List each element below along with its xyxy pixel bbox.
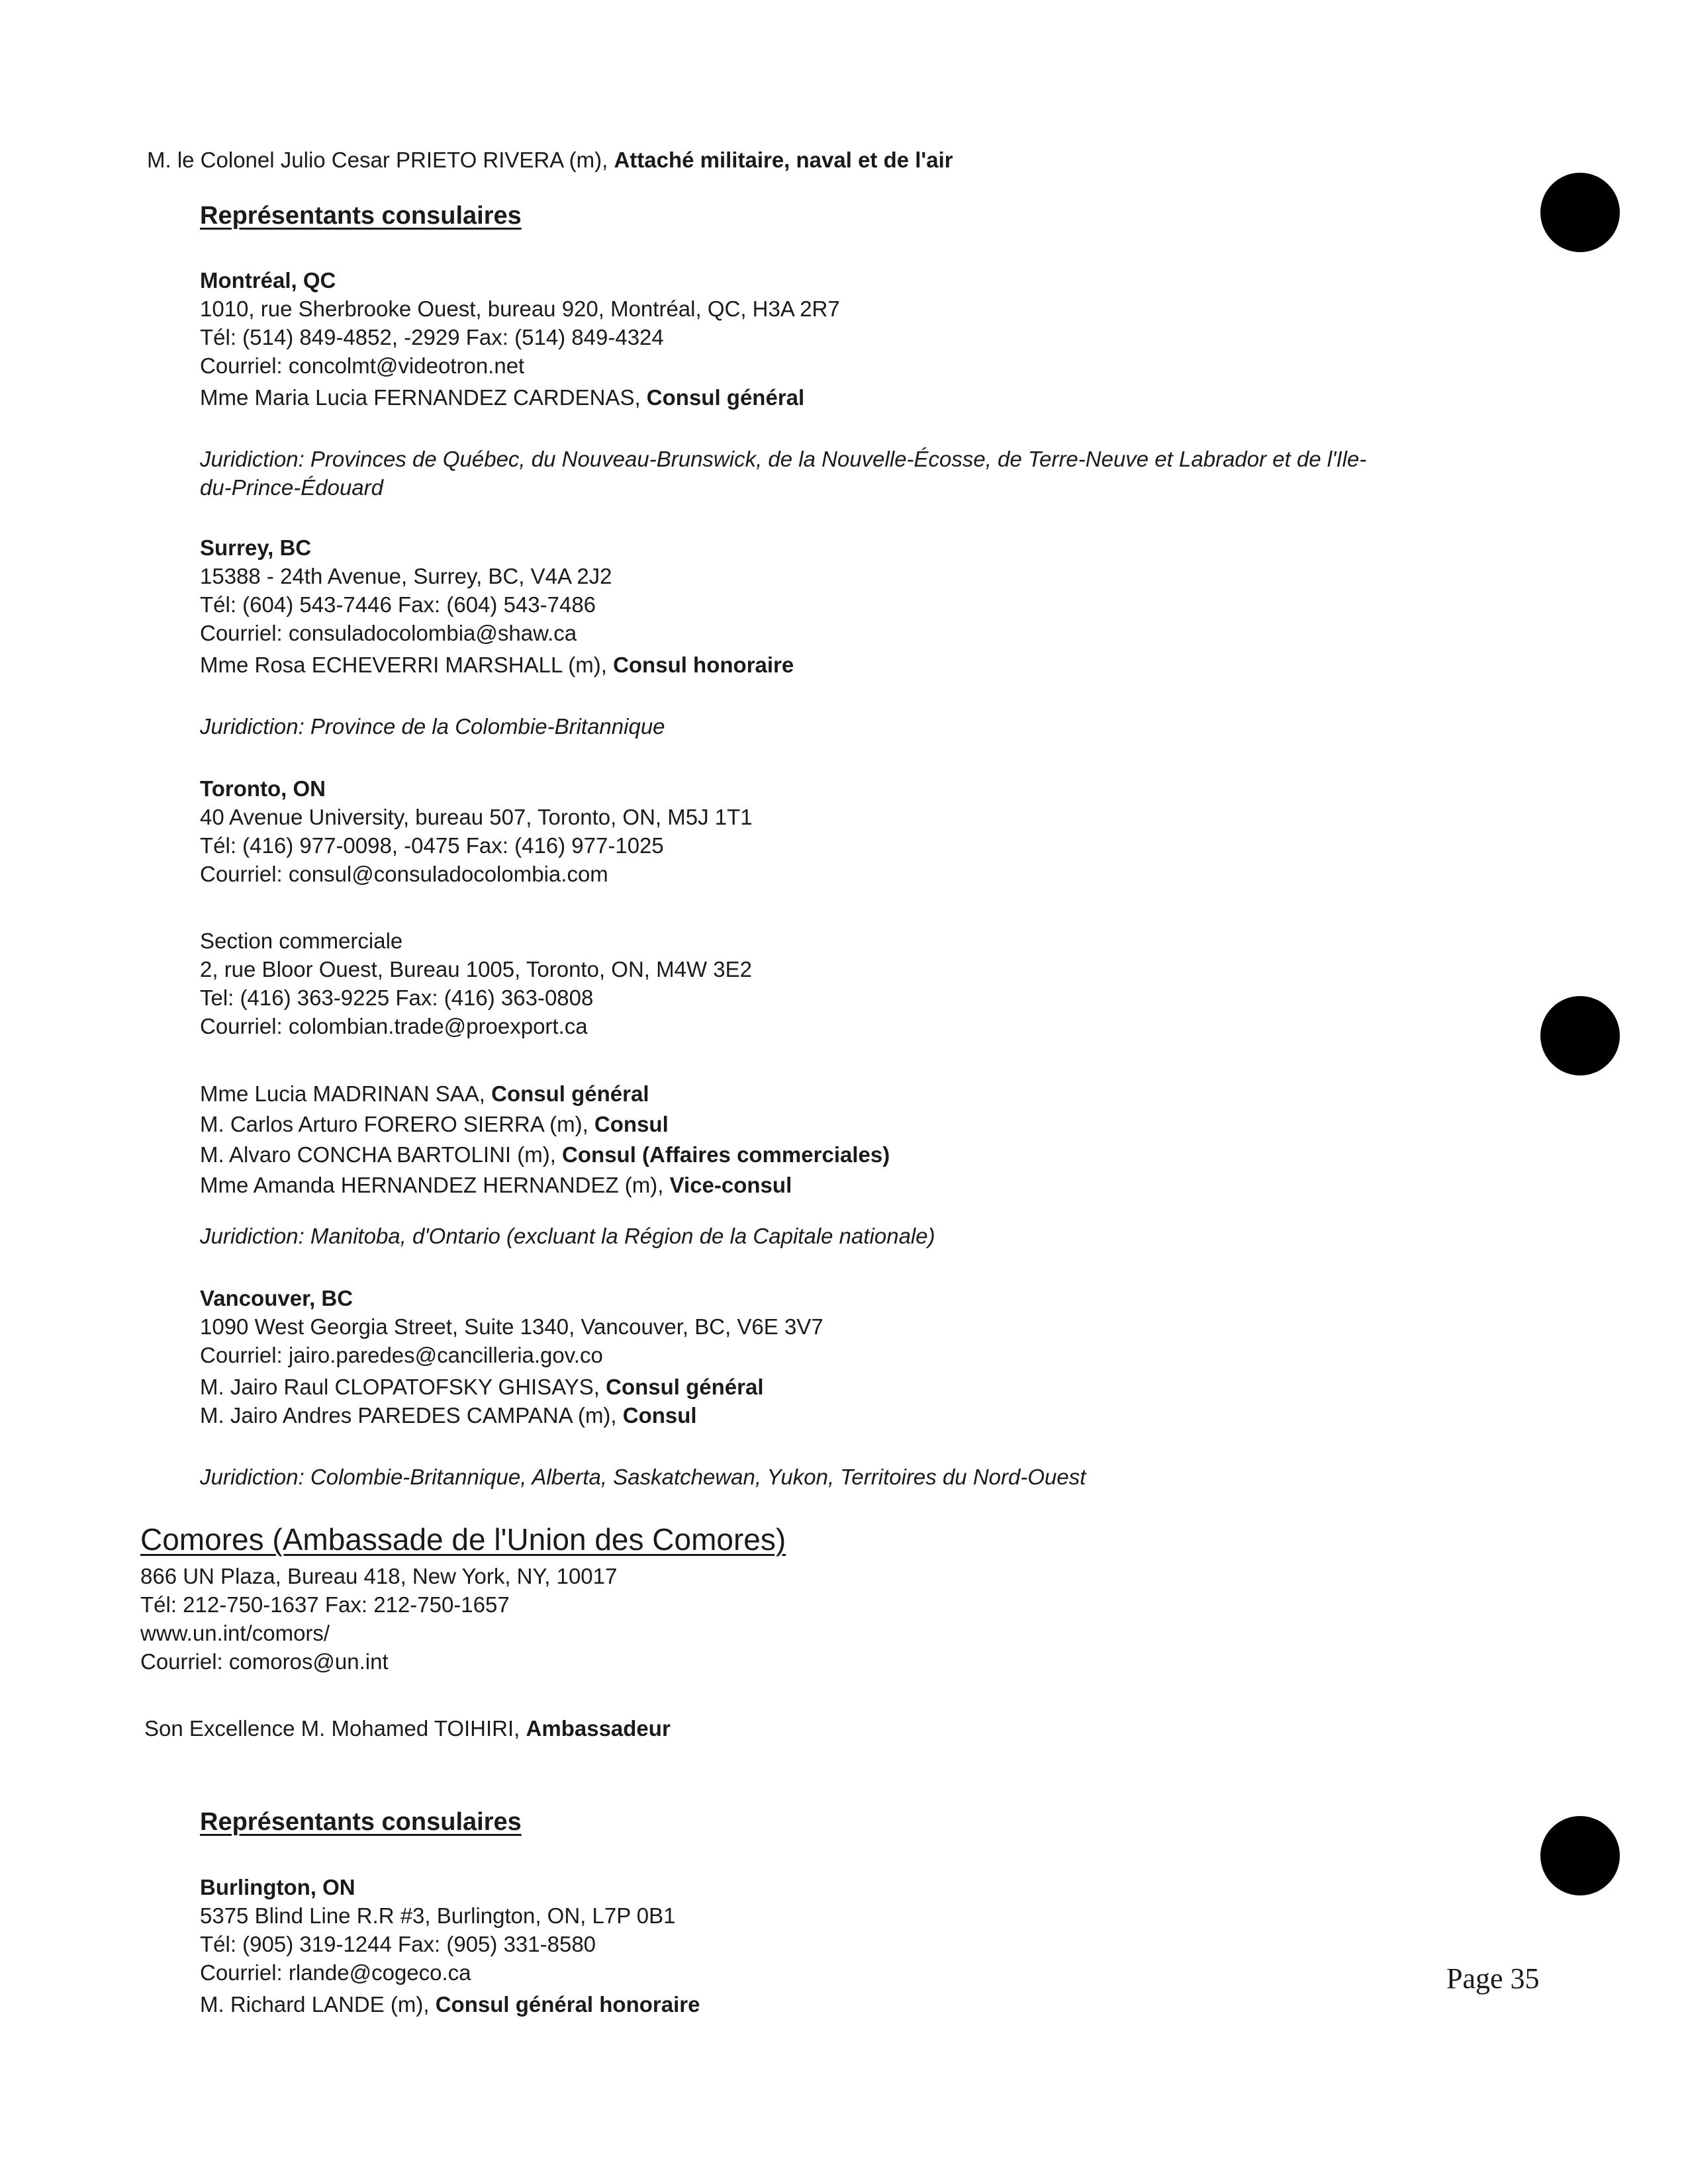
burlington-consul-name: M. Richard LANDE (m), — [200, 1992, 436, 2017]
burlington-city: Burlington, ON — [200, 1875, 355, 1899]
montreal-city: Montréal, QC — [200, 268, 336, 293]
person-name: M. Jairo Andres PAREDES CAMPANA (m), — [200, 1403, 623, 1428]
person-title: Consul général — [606, 1375, 764, 1399]
montreal-phone: Tél: (514) 849-4852, -2929 Fax: (514) 849-4324 — [200, 325, 664, 349]
punch-hole-middle — [1540, 996, 1620, 1075]
toronto-person — [200, 1170, 890, 1201]
burlington-address: 5375 Blind Line R.R #3, Burlington, ON, L7P 0B1 — [200, 1903, 676, 1928]
person-name: Mme Amanda HERNANDEZ HERNANDEZ (m), — [200, 1173, 670, 1197]
consular-heading: Représentants consulaires — [200, 202, 522, 230]
comores-ambassador — [144, 1714, 671, 1743]
surrey-phone: Tél: (604) 543-7446 Fax: (604) 543-7486 — [200, 592, 596, 617]
vancouver-jurisdiction: Juridiction: Colombie-Britannique, Alberta, Saskatchewan, Yukon, Territoires du Nord-Ouest — [200, 1465, 1086, 1489]
burlington-consul-title: Consul général honoraire — [435, 1992, 700, 2017]
comores-contact — [140, 1562, 617, 1676]
montreal-email: Courriel: concolmt@videotron.net — [200, 353, 525, 378]
toronto-commercial-section — [200, 927, 752, 1040]
toronto-section-phone: Tel: (416) 363-9225 Fax: (416) 363-0808 — [200, 985, 594, 1010]
surrey-email: Courriel: consuladocolombia@shaw.ca — [200, 621, 577, 645]
toronto-person — [200, 1079, 890, 1109]
person-title: Consul — [594, 1112, 669, 1136]
surrey-address: 15388 - 24th Avenue, Surrey, BC, V4A 2J2 — [200, 564, 612, 588]
burlington-phone: Tél: (905) 319-1244 Fax: (905) 331-8580 — [200, 1932, 596, 1956]
montreal-jurisdiction-line1: Juridiction: Provinces de Québec, du Nouveau-Brunswick, de la Nouvelle-Écosse, de Terre-Neuve et Labrador et de l'Ile- — [200, 447, 1367, 471]
ambassador-title: Ambassadeur — [526, 1716, 671, 1741]
surrey-city: Surrey, BC — [200, 535, 312, 560]
ambassador-name: Son Excellence M. Mohamed TOIHIRI, — [144, 1716, 526, 1741]
surrey-jurisdiction: Juridiction: Province de la Colombie-Britannique — [200, 714, 665, 739]
burlington-email: Courriel: rlande@cogeco.ca — [200, 1960, 471, 1985]
person-title: Consul — [622, 1403, 697, 1428]
attache-title: Attaché militaire, naval et de l'air — [614, 148, 953, 172]
toronto-section-address: 2, rue Bloor Ouest, Bureau 1005, Toronto, ON, M4W 3E2 — [200, 957, 752, 981]
country-heading: Comores (Ambassade de l'Union des Comores) — [140, 1522, 786, 1557]
toronto-city: Toronto, ON — [200, 776, 326, 801]
comores-email: Courriel: comoros@un.int — [140, 1649, 389, 1674]
vancouver-email: Courriel: jairo.paredes@cancilleria.gov.co — [200, 1343, 603, 1367]
comores-phone: Tél: 212-750-1637 Fax: 212-750-1657 — [140, 1592, 510, 1617]
montreal-jurisdiction-line2: du-Prince-Édouard — [200, 475, 383, 500]
person-title: Consul (Affaires commerciales) — [562, 1142, 890, 1167]
burlington-block — [200, 1873, 700, 2019]
burlington-consul — [200, 1990, 700, 2019]
vancouver-city: Vancouver, BC — [200, 1286, 353, 1310]
page-number: Page 35 — [1446, 1962, 1540, 1995]
attache-name: M. le Colonel Julio Cesar PRIETO RIVERA (m), — [147, 148, 614, 172]
toronto-jurisdiction: Juridiction: Manitoba, d'Ontario (excluant la Région de la Capitale nationale) — [200, 1224, 935, 1248]
surrey-consul-title: Consul honoraire — [613, 653, 794, 677]
montreal-address: 1010, rue Sherbrooke Ouest, bureau 920, Montréal, QC, H3A 2R7 — [200, 296, 840, 321]
punch-hole-bottom — [1540, 1816, 1620, 1895]
toronto-people — [200, 1079, 890, 1201]
montreal-consul-name: Mme Maria Lucia FERNANDEZ CARDENAS, — [200, 385, 647, 410]
surrey-consul — [200, 651, 794, 679]
comores-website: www.un.int/comors/ — [140, 1621, 330, 1645]
toronto-person — [200, 1140, 890, 1170]
person-name: M. Carlos Arturo FORERO SIERRA (m), — [200, 1112, 594, 1136]
person-name: Mme Lucia MADRINAN SAA, — [200, 1081, 492, 1106]
person-name: M. Alvaro CONCHA BARTOLINI (m), — [200, 1142, 563, 1167]
attache-line — [147, 146, 953, 174]
vancouver-block — [200, 1284, 823, 1430]
toronto-email: Courriel: consul@consuladocolombia.com — [200, 862, 608, 886]
person-title: Consul général — [491, 1081, 649, 1106]
comores-address: 866 UN Plaza, Bureau 418, New York, NY, 10017 — [140, 1564, 618, 1588]
toronto-section-email: Courriel: colombian.trade@proexport.ca — [200, 1014, 588, 1038]
person-name: M. Jairo Raul CLOPATOFSKY GHISAYS, — [200, 1375, 606, 1399]
vancouver-address: 1090 West Georgia Street, Suite 1340, Vancouver, BC, V6E 3V7 — [200, 1314, 823, 1339]
toronto-phone: Tél: (416) 977-0098, -0475 Fax: (416) 977-1025 — [200, 833, 664, 858]
vancouver-person — [200, 1401, 823, 1430]
montreal-consul — [200, 383, 840, 412]
montreal-consul-title: Consul général — [646, 385, 805, 410]
toronto-section-title: Section commerciale — [200, 929, 403, 953]
montreal-jurisdiction — [200, 445, 1366, 502]
person-title: Vice-consul — [669, 1173, 792, 1197]
montreal-block — [200, 266, 840, 412]
surrey-consul-name: Mme Rosa ECHEVERRI MARSHALL (m), — [200, 653, 614, 677]
toronto-person — [200, 1109, 890, 1140]
vancouver-person — [200, 1373, 823, 1401]
toronto-block — [200, 774, 753, 888]
toronto-address: 40 Avenue University, bureau 507, Toronto, ON, M5J 1T1 — [200, 805, 753, 829]
surrey-block — [200, 533, 794, 679]
punch-hole-top — [1540, 173, 1620, 252]
comores-consular-heading: Représentants consulaires — [200, 1808, 522, 1836]
